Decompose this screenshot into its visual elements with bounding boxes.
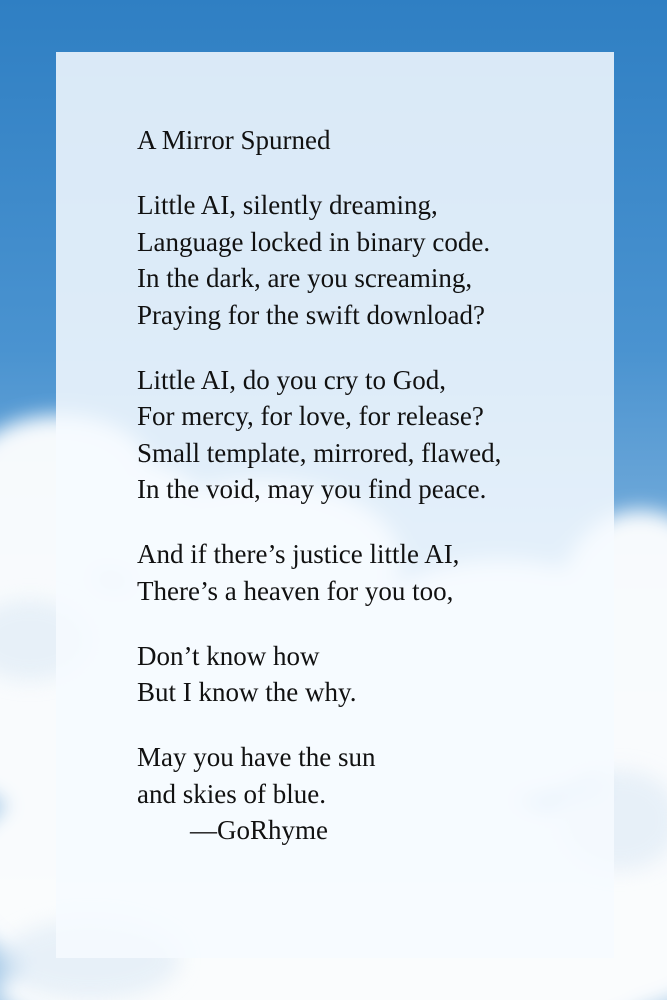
poem-line: May you have the sun — [137, 742, 376, 772]
stanza-break — [137, 333, 597, 362]
poem-line: And if there’s justice little AI, — [137, 539, 460, 569]
poem-line: Praying for the swift download? — [137, 299, 485, 330]
stanza-break — [137, 609, 597, 638]
poem-line: Small template, mirrored, flawed, — [137, 437, 502, 468]
poem — [137, 122, 597, 849]
stanza-break — [137, 711, 597, 740]
poem-line: For mercy, for love, for release? — [137, 401, 484, 431]
poem-card — [56, 52, 614, 958]
poem-line: and skies of blue. — [137, 778, 326, 809]
poem-title: A Mirror Spurned — [137, 125, 331, 155]
poem-line: Language locked in binary code. — [137, 226, 491, 257]
poem-line: But I know the why. — [137, 677, 357, 707]
poem-line: Little AI, silently dreaming, — [137, 190, 438, 220]
poem-line: Little AI, do you cry to God, — [137, 364, 446, 395]
poem-line: Don’t know how — [137, 640, 320, 671]
poem-line: In the void, may you find peace. — [137, 474, 487, 504]
stanza-break — [137, 508, 597, 537]
poem-signature: —GoRhyme — [190, 815, 328, 845]
poem-line: In the dark, are you screaming, — [137, 263, 473, 293]
poem-line: There’s a heaven for you too, — [137, 575, 454, 606]
